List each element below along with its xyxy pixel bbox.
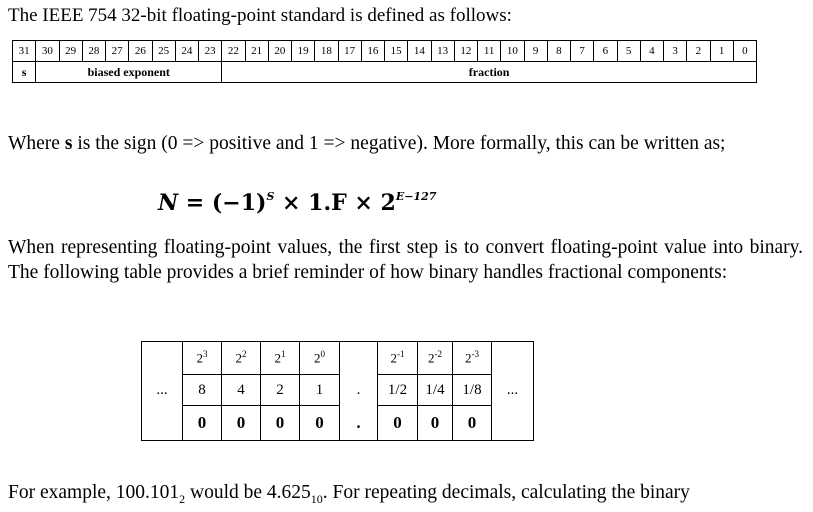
point-column-cell (340, 342, 378, 375)
zero-cell: 0 (222, 406, 261, 441)
bit-position-cell: 21 (245, 41, 268, 62)
power-cell: $2^1$ (261, 342, 300, 375)
empty-cell (492, 406, 534, 441)
bit-position-cell: 19 (292, 41, 315, 62)
power-cell: $2^{-1}$ (378, 342, 418, 375)
exponent-field: biased exponent (36, 62, 222, 83)
value-cell: 4 (222, 375, 261, 406)
bit-position-cell: 8 (547, 41, 570, 62)
zero-cell: 0 (453, 406, 492, 441)
bit-position-cell: 13 (431, 41, 454, 62)
bit-position-cell: 0 (733, 41, 756, 62)
empty-cell (492, 342, 534, 375)
bit-position-cell: 25 (152, 41, 175, 62)
bit-position-row (13, 41, 757, 62)
bit-position-cell: 7 (571, 41, 594, 62)
bit-position-cell: 23 (199, 41, 222, 62)
float-formula: $N = (-1)^S \times 1.F \times 2^{E-127}$ (158, 189, 437, 216)
bit-position-cell: 29 (59, 41, 82, 62)
sign-explanation: Where s is the sign (0 => positive and 1 => negative). More formally, this can be written as; (8, 133, 726, 154)
power-cell: $2^2$ (222, 342, 261, 375)
bit-position-cell: 1 (710, 41, 733, 62)
zeros-row (142, 406, 534, 441)
power-cell: $2^0$ (300, 342, 340, 375)
value-cell: 2 (261, 375, 300, 406)
bit-position-cell: 17 (338, 41, 361, 62)
power-cell: $2^{-2}$ (418, 342, 453, 375)
example-paragraph: For example, $100.101_2$ would be $4.625_{10}$. For repeating decimals, calculating the binary (8, 482, 690, 506)
bit-position-cell: 26 (129, 41, 152, 62)
bit-position-cell: 2 (687, 41, 710, 62)
sign-field: s (13, 62, 36, 83)
fraction-field: fraction (222, 62, 757, 83)
mantissa: 1.F (308, 190, 347, 216)
value-cell: 8 (183, 375, 222, 406)
zero-cell: 0 (183, 406, 222, 441)
bit-position-cell: 3 (664, 41, 687, 62)
power-cell: $2^{-3}$ (453, 342, 492, 375)
binary-fraction-table (141, 341, 534, 441)
bit-position-cell: 31 (13, 41, 36, 62)
bit-position-cell: 15 (385, 41, 408, 62)
ellipsis-cell: ... (142, 375, 183, 406)
bit-position-cell: 28 (82, 41, 105, 62)
bit-position-cell: 4 (640, 41, 663, 62)
zero-cell: 0 (378, 406, 418, 441)
value-cell: 1/4 (418, 375, 453, 406)
value-cell: 1/2 (378, 375, 418, 406)
bit-position-cell: 16 (361, 41, 384, 62)
zero-cell: 0 (300, 406, 340, 441)
bit-position-cell: 14 (408, 41, 431, 62)
bit-position-cell: 24 (175, 41, 198, 62)
binary-intro-paragraph: When representing floating-point values, the first step is to convert floating-point value into binary. The following table provides a brief reminder of how binary handles fractional components: (8, 237, 803, 283)
bit-position-cell: 6 (594, 41, 617, 62)
bit-position-cell: 22 (222, 41, 245, 62)
empty-cell (142, 406, 183, 441)
empty-cell (142, 342, 183, 375)
point-cell: . (340, 406, 378, 441)
power-cell: $2^3$ (183, 342, 222, 375)
bit-position-cell: 18 (315, 41, 338, 62)
bit-position-cell: 12 (454, 41, 477, 62)
zero-cell: 0 (418, 406, 453, 441)
bit-position-cell: 10 (501, 41, 524, 62)
bit-position-cell: 30 (36, 41, 59, 62)
bit-position-cell: 11 (478, 41, 501, 62)
ellipsis-cell: ... (492, 375, 534, 406)
zero-cell: 0 (261, 406, 300, 441)
bit-position-cell: 9 (524, 41, 547, 62)
point-cell: . (340, 375, 378, 406)
value-cell: 1 (300, 375, 340, 406)
values-row (142, 375, 534, 406)
powers-row (142, 342, 534, 375)
field-row (13, 62, 757, 83)
bit-position-cell: 20 (268, 41, 291, 62)
bit-layout-table (12, 40, 757, 83)
sign-var: s (64, 133, 73, 154)
bit-position-cell: 27 (106, 41, 129, 62)
intro-text: The IEEE 754 32-bit floating-point standard is defined as follows: (8, 5, 512, 26)
value-cell: 1/8 (453, 375, 492, 406)
bit-position-cell: 5 (617, 41, 640, 62)
